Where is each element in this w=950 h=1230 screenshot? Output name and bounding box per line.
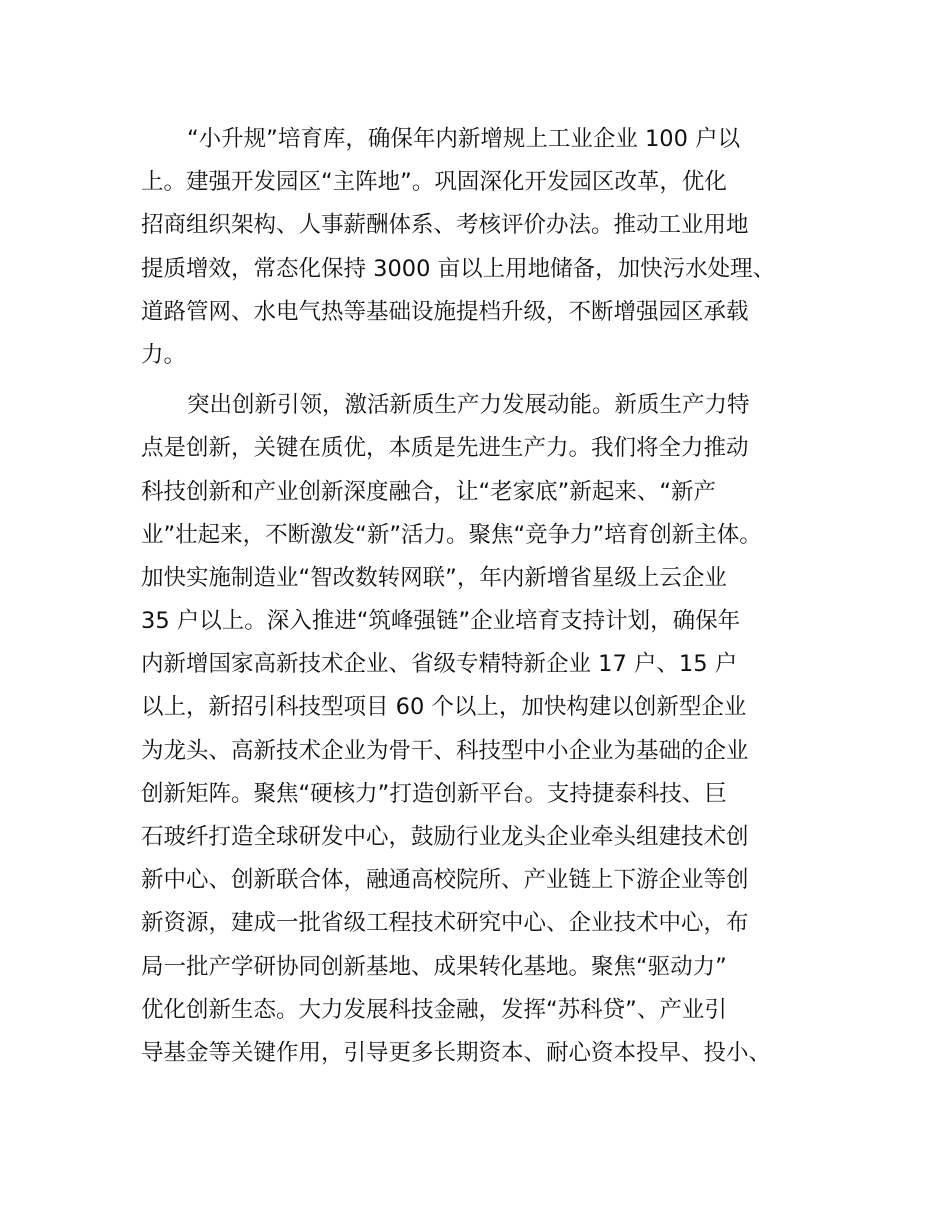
paragraph-line: 石玻纤打造全球研发中心，鼓励行业龙头企业牵头组建技术创 bbox=[141, 824, 749, 850]
paragraph-1 bbox=[141, 118, 831, 377]
paragraph-line: 招商组织架构、人事薪酬体系、考核评价办法。推动工业用地 bbox=[141, 212, 749, 239]
paragraph-line: 创新矩阵。聚焦“硬核力”打造创新平台。支持捷泰科技、巨 bbox=[141, 780, 727, 807]
paragraph-line: 内新增国家高新技术企业、省级专精特新企业 17 户、15 户 bbox=[141, 651, 738, 678]
paragraph-line: 力。 bbox=[141, 341, 187, 368]
paragraph-line: 新中心、创新联合体，融通高校院所、产业链上下游企业等创 bbox=[141, 867, 749, 894]
paragraph-line: 业”壮起来，不断激发“新”活力。聚焦“竞争力”培育创新主体。 bbox=[141, 521, 762, 548]
paragraph-spacer bbox=[141, 377, 831, 384]
paragraph-line: “小升规”培育库，确保年内新增规上工业企业 100 户以 bbox=[187, 126, 741, 152]
paragraph-line: 35 户以上。深入推进“筑峰强链”企业培育支持计划，确保年 bbox=[141, 608, 741, 635]
paragraph-line: 新资源，建成一批省级工程技术研究中心、企业技术中心，布 bbox=[141, 910, 749, 937]
paragraph-line: 加快实施制造业“智改数转网联”，年内新增省星级上云企业 bbox=[141, 564, 727, 591]
paragraph-line: 局一批产学研协同创新基地、成果转化基地。聚焦“驱动力” bbox=[141, 953, 727, 980]
document-body bbox=[141, 118, 831, 1075]
paragraph-line: 科技创新和产业创新深度融合，让“老家底”新起来、“新产 bbox=[141, 478, 716, 505]
paragraph-line: 为龙头、高新技术企业为骨干、科技型中小企业为基础的企业 bbox=[141, 737, 749, 764]
paragraph-line: 提质增效，常态化保持 3000 亩以上用地储备，加快污水处理、 bbox=[141, 255, 776, 282]
paragraph-line: 以上，新招引科技型项目 60 个以上，加快构建以创新型企业 bbox=[141, 694, 747, 721]
paragraph-2 bbox=[141, 384, 831, 1075]
paragraph-line: 优化创新生态。大力发展科技金融，发挥“苏科贷”、产业引 bbox=[141, 996, 727, 1023]
paragraph-line: 导基金等关键作用，引导更多长期资本、耐心资本投早、投小、 bbox=[141, 1039, 772, 1066]
paragraph-line: 突出创新引领，激活新质生产力发展动能。新质生产力特 bbox=[187, 392, 750, 419]
paragraph-line: 上。建强开发园区“主阵地”。巩固深化开发园区改革，优化 bbox=[141, 169, 727, 196]
paragraph-line: 点是创新，关键在质优，本质是先进生产力。我们将全力推动 bbox=[141, 435, 749, 462]
paragraph-line: 道路管网、水电气热等基础设施提档升级，不断增强园区承载 bbox=[141, 298, 749, 325]
